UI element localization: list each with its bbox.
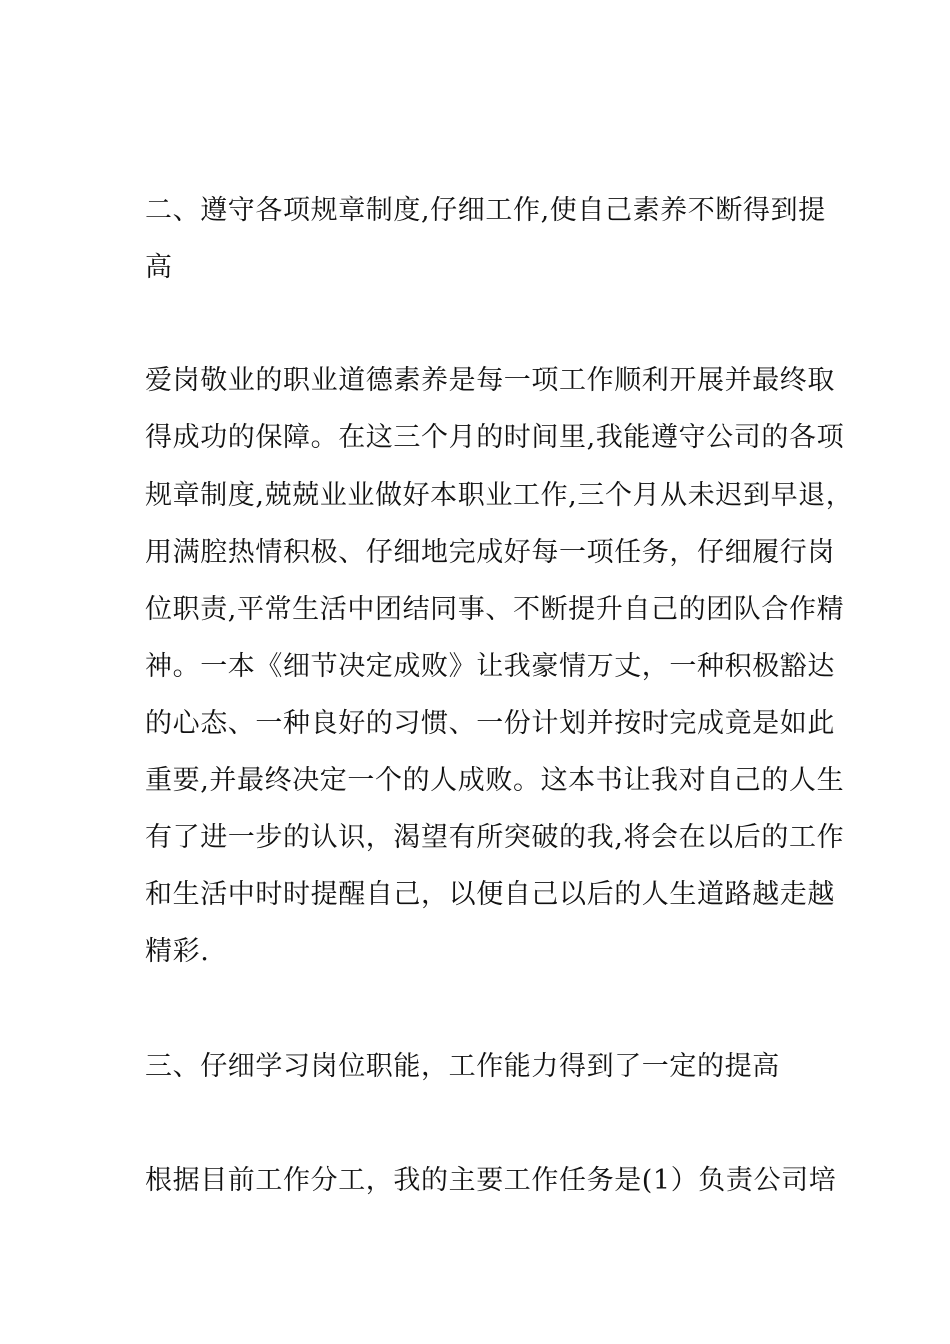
paragraph-line: 位职责,平常生活中团结同事、不断提升自己的团队合作精 — [145, 594, 845, 625]
paragraph-line: 规章制度,兢兢业业做好本职业工作,三个月从未迟到早退， — [145, 480, 854, 511]
paragraph-line: 神。一本《细节决定成败》让我豪情万丈，一种积极豁达 — [145, 651, 835, 682]
paragraph-line: 得成功的保障。在这三个月的时间里,我能遵守公司的各项 — [145, 422, 845, 453]
heading-line: 二、遵守各项规章制度,仔细工作,使自己素养不断得到提 — [145, 195, 826, 226]
paragraph-line: 精彩. — [145, 936, 210, 967]
paragraph-line: 有了进一步的认识，渴望有所突破的我,将会在以后的工作 — [145, 822, 845, 853]
paragraph-line: 爱岗敬业的职业道德素养是每一项工作顺利开展并最终取 — [145, 365, 835, 396]
heading-line: 高 — [145, 252, 173, 283]
paragraph-line: 和生活中时时提醒自己，以便自己以后的人生道路越走越 — [145, 879, 835, 910]
heading-line: 三、仔细学习岗位职能，工作能力得到了一定的提高 — [145, 1051, 780, 1082]
paragraph-line: 的心态、一种良好的习惯、一份计划并按时完成竟是如此 — [145, 708, 835, 739]
paragraph-line: 用满腔热情积极、仔细地完成好每一项任务，仔细履行岗 — [145, 537, 835, 568]
paragraph-line: 重要,并最终决定一个的人成败。这本书让我对自己的人生 — [145, 765, 845, 796]
paragraph-line: 根据目前工作分工，我的主要工作任务是(1）负责公司培 — [145, 1165, 837, 1196]
